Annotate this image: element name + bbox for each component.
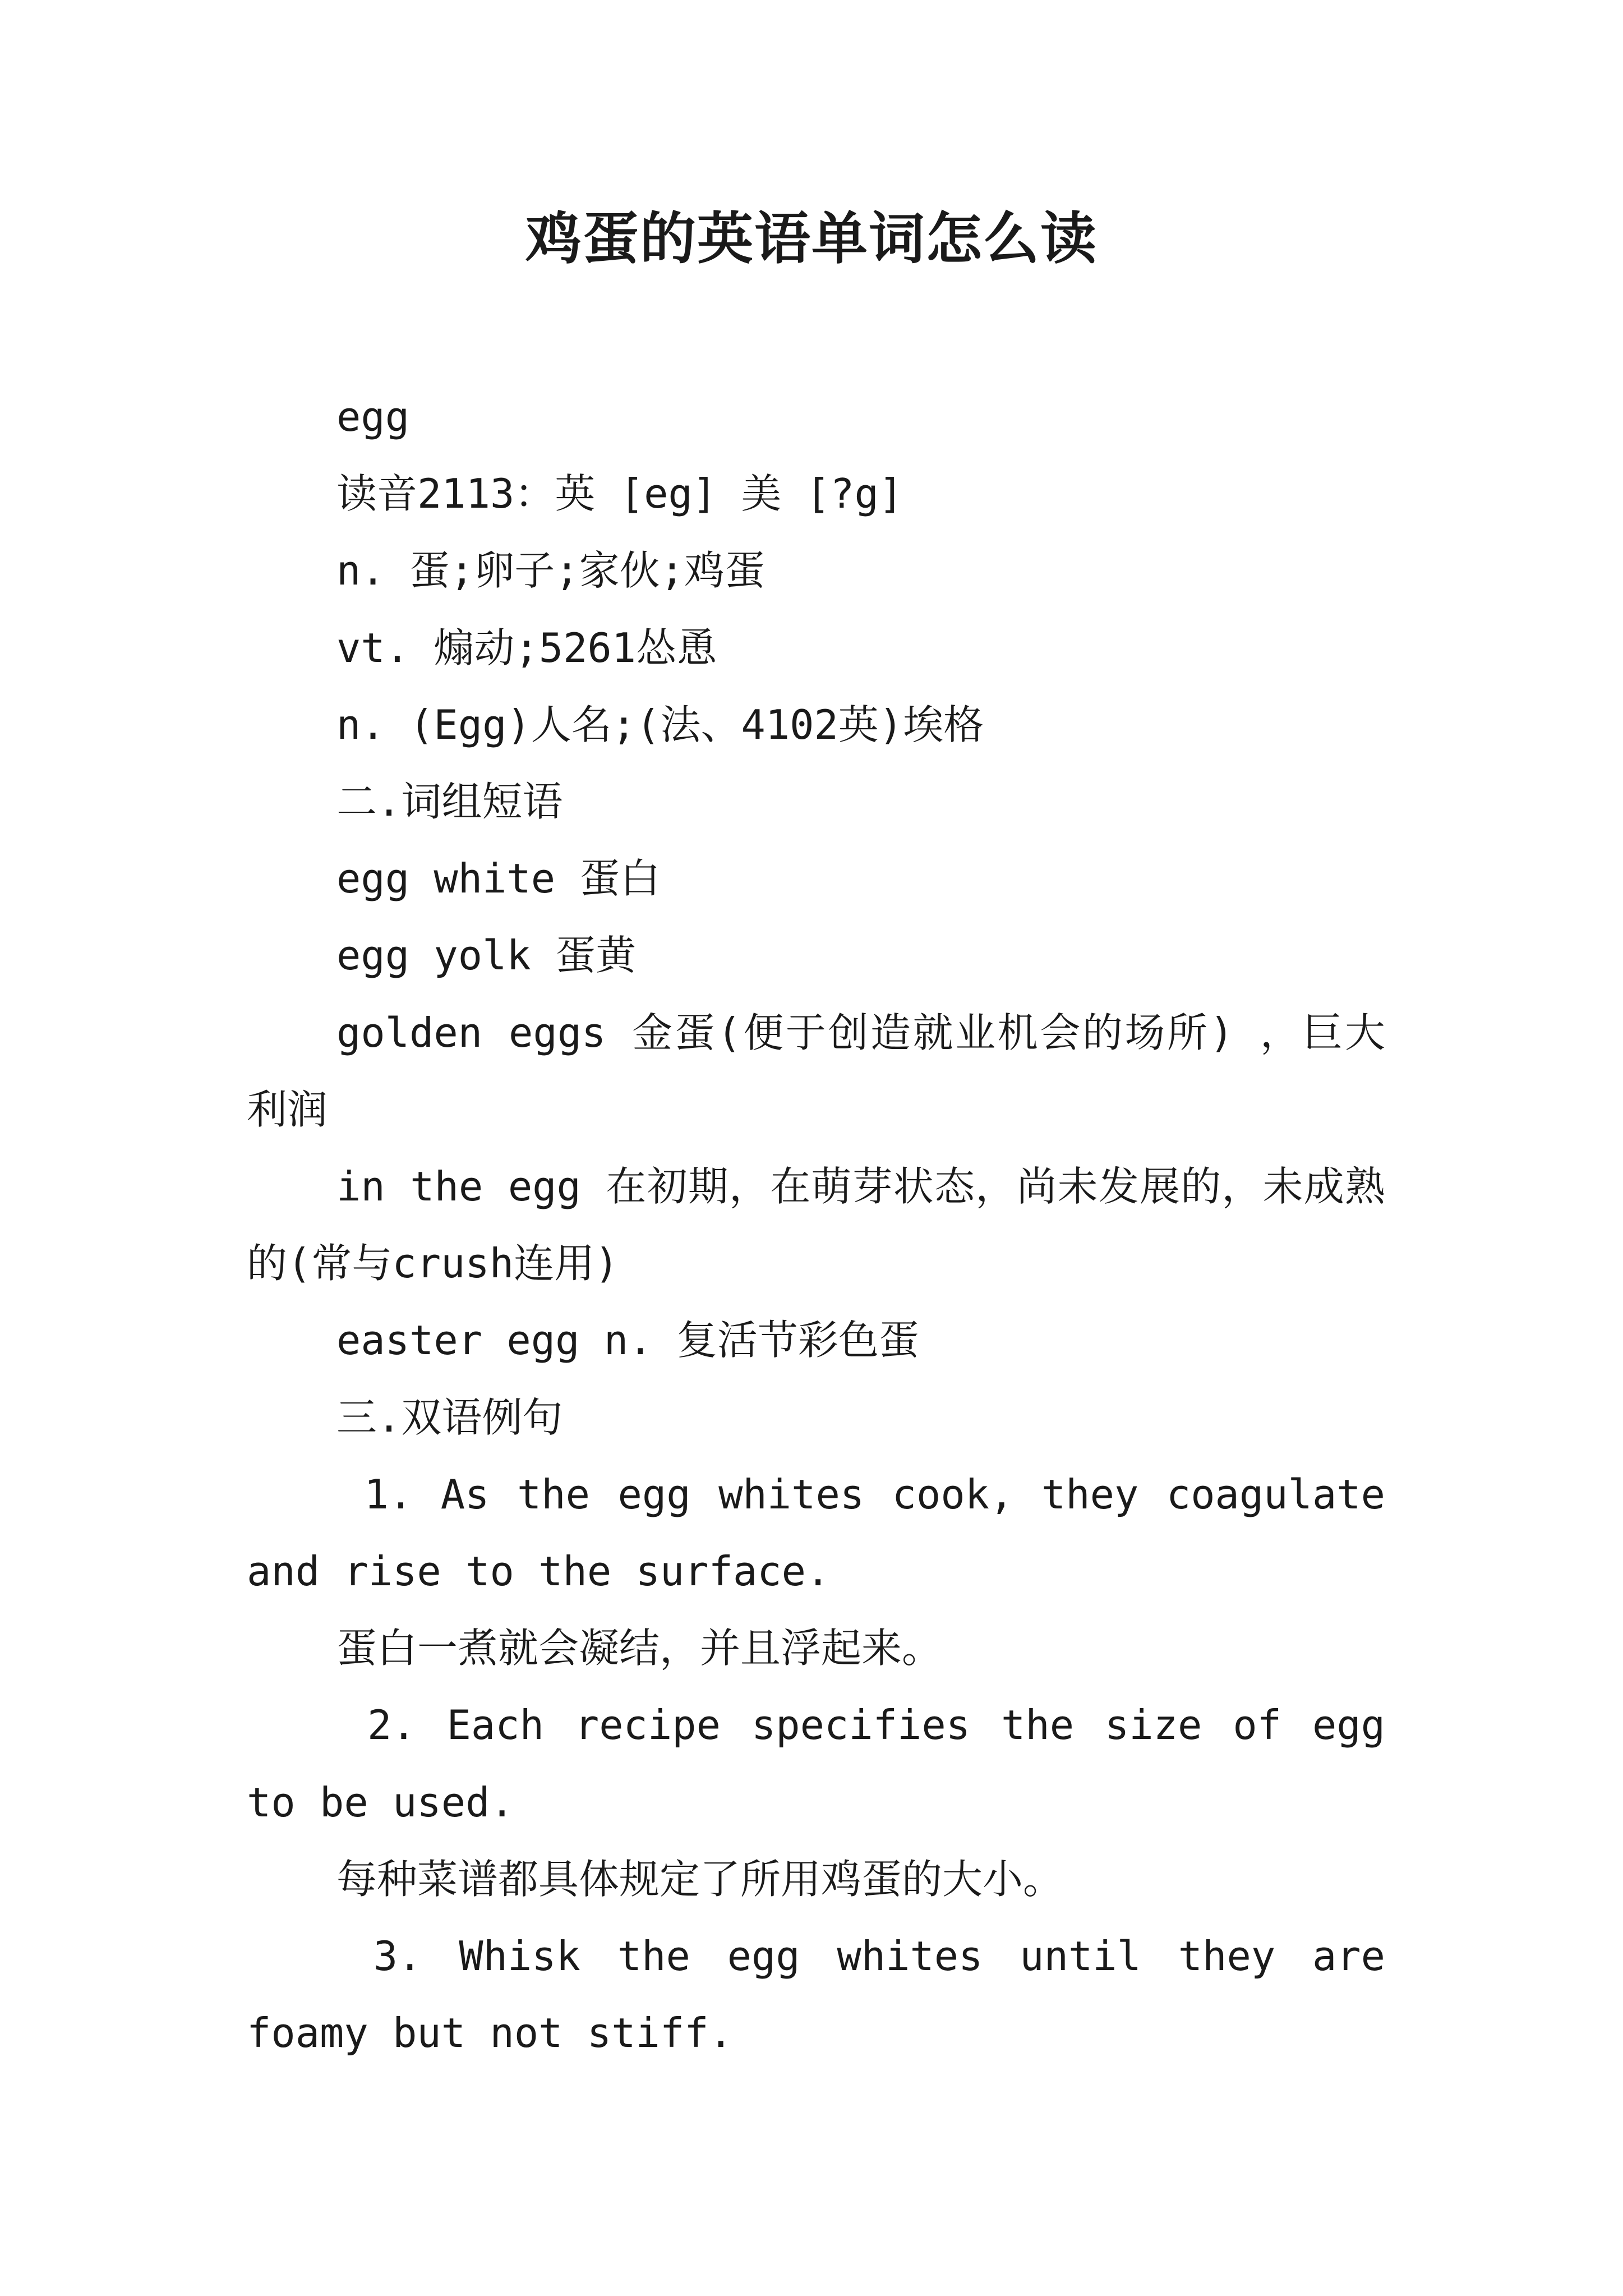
document-body <box>247 379 1410 2072</box>
example-2-english: 2. Each recipe specifies the size of egg to be used. <box>247 1701 1410 1826</box>
paragraph-verb-definition: vt. 煽动;5261怂恿 <box>336 624 717 671</box>
paragraph-headword: egg <box>336 393 410 440</box>
phrase-egg-yolk: egg yolk 蛋黄 <box>336 932 637 979</box>
section-heading-examples: 三.双语例句 <box>336 1393 563 1441</box>
phrase-in-the-egg: in the egg 在初期，在萌芽状态，尚未发展的，未成熟的(常与crush连用) <box>247 1163 1385 1287</box>
example-1-chinese: 蛋白一煮就会凝结，并且浮起来。 <box>336 1625 943 1672</box>
example-1-english: 1. As the egg whites cook, they coagulate and rise to the surface. <box>247 1470 1410 1595</box>
paragraph-noun-definition: n. 蛋;卵子;家伙;鸡蛋 <box>336 547 766 595</box>
section-heading-phrases: 二.词组短语 <box>336 778 563 826</box>
phrase-easter-egg: easter egg n. 复活节彩色蛋 <box>336 1317 919 1364</box>
paragraph-name-definition: n. (Egg)人名;(法、4102英)埃格 <box>336 701 984 748</box>
paragraph-pronunciation: 读音2113：英 [eg] 美 [?g] <box>336 470 903 518</box>
example-2-chinese: 每种菜谱都具体规定了所用鸡蛋的大小。 <box>336 1855 1064 1903</box>
example-3-english: 3. Whisk the egg whites until they are foamy but not stiff. <box>247 1932 1410 2057</box>
document-title: 鸡蛋的英语单词怎么读 <box>525 205 1098 272</box>
phrase-egg-white: egg white 蛋白 <box>336 855 661 903</box>
phrase-golden-eggs: golden eggs 金蛋(便于创造就业机会的场所) ，巨大利润 <box>247 1009 1385 1133</box>
